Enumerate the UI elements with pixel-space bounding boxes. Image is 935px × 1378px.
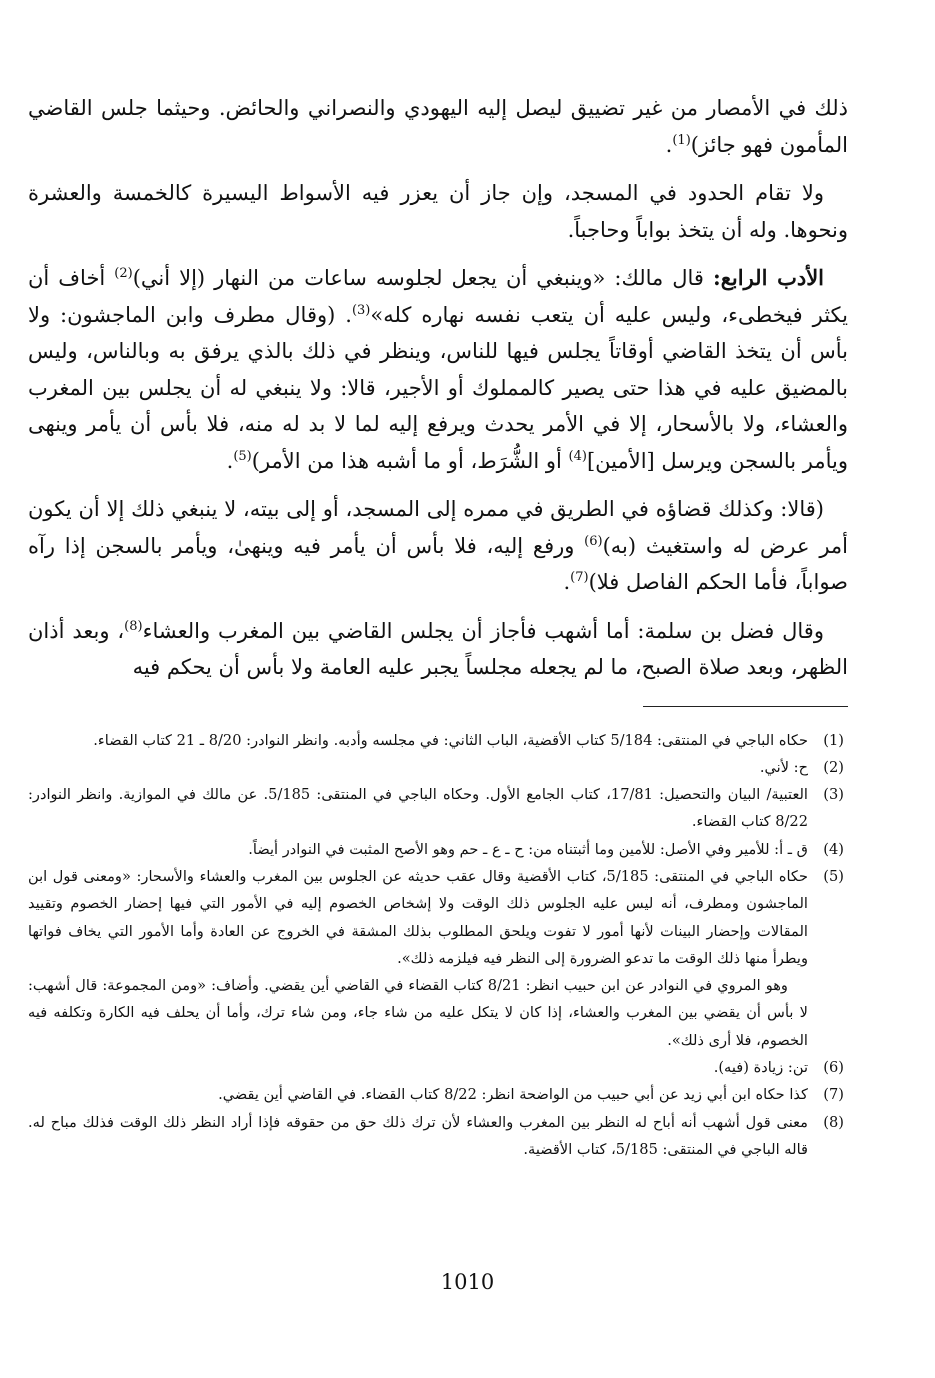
footnote-item [28, 1081, 848, 1108]
footnote-number: (4) [823, 840, 844, 858]
footnote-ref-6: (6) [584, 533, 603, 549]
footnote-ref-5: (5) [233, 448, 252, 464]
paragraph-1: ذلك في الأمصار من غير تضييق ليصل إليه اليهودي والنصراني والحائض. وحيثما جلس القاضي المأمون فهو جائز)$^{(1)}$. [28, 96, 848, 157]
footnote-number: (1) [823, 731, 844, 749]
footnote-number: (7) [823, 1086, 844, 1104]
footnotes [28, 727, 848, 1164]
footnote-number: (3) [823, 786, 844, 804]
footnote-ref-4: (4) [568, 448, 587, 464]
footnote-separator [643, 706, 848, 707]
footnote-item [28, 836, 848, 863]
footnote-text: ح: لأني. [759, 758, 808, 776]
section-heading: الأدب الرابع: [712, 265, 824, 290]
footnote-text: كذا حكاه ابن أبي زيد عن أبي حبيب من الواضحة انظر: 8/22 كتاب القضاء. في القاضي أين يقضي. [218, 1086, 808, 1104]
footnote-item [28, 863, 848, 1054]
footnote-ref-7: (7) [570, 570, 589, 585]
footnote-text: معنى قول أشهب أنه أباح له النظر بين المغرب والعشاء لأن ترك ذلك حق من حقوقه فإذا أراد النظر ذلك الوقت فذلك مباح له. قاله الباجي في المنتقى: 5/185، كتاب الأقضية. [28, 1113, 808, 1158]
footnote-number: (8) [823, 1113, 844, 1131]
footnote-number: (5) [823, 867, 844, 885]
footnote-number: (2) [823, 758, 844, 776]
footnote-text: حكاه الباجي في المنتقى: 5/184 كتاب الأقضية، الباب الثاني: في مجلسه وأدبه. وانظر النوادر: 8/20 ـ 21 كتاب القضاء. [93, 731, 808, 749]
main-text [28, 90, 848, 686]
footnote-ref-1: (1) [672, 132, 691, 148]
footnote-text [28, 863, 808, 1054]
footnote-item [28, 1109, 848, 1164]
footnote-text: تن: زيادة (فيه). [713, 1059, 808, 1077]
footnote-item [28, 781, 848, 836]
footnote-text: ق ـ أ: للأمير وفي الأصل: للأمين وما أثبتناه من: ح ـ ع ـ حم وهو الأصح المثبت في النوادر أيضاً. [248, 840, 808, 858]
footnote-item [28, 1054, 848, 1081]
footnote-ref-3: (3) [351, 302, 371, 318]
paragraph-2: ولا تقام الحدود في المسجد، وإن جاز أن يعزر فيه الأسواط اليسيرة كالخمسة والعشرة ونحوها. وله أن يتخذ بواباً وحاجباً. [28, 181, 848, 242]
footnote-item [28, 727, 848, 754]
paragraph-3: الأدب الرابع: قال مالك: «وينبغي أن يجعل لجلوسه ساعات من النهار (إلا أني)$^{(2)}$ أخاف أن يكثر فيخطىء، وليس عليه أن يتعب نفسه نهاره كله»$^{(3)}$. (وقال مطرف وابن الماجشون: ولا بأس أن يتخذ القاضي أوقاتاً يجلس فيها للناس، وينظر في ذلك بالذي يرفق به وبالناس، وليس بالمضيق عليه في هذا حتى يصير كالمملوك أو الأجير، قالا: ولا ينبغي له أن يجلس بين المغرب والعشاء، ولا بالأسحار، إلا في الأمر يحدث ويرفع إليه لما لا بد له منه، فلا بأس أن يأمر وينهى ويأمر بالسجن ويرسل [الأمين]$^{(4)}$ أو الشُّرَط، أو ما أشبه هذا من الأمر)$^{(5)}$. [28, 265, 848, 473]
footnote-paragraph: وهو المروي في النوادر عن ابن حبيب انظر: 8/21 كتاب القضاء في القاضي أين يقضي. وأضاف: «ومن المجموعة: قال أشهب: لا بأس أن يقضي بين المغرب والعشاء، إذا كان لا يتكل عليه من شاء جاء، ومن شاء ترك، وأما أن يحلف فيه الكارة وتكلفه فيه الخصوم، فلا أرى ذلك». [28, 977, 808, 1049]
footnote-ref-2: (2) [114, 266, 133, 281]
footnote-text: العتبية/ البيان والتحصيل: 17/81، كتاب الجامع الأول. وحكاه الباجي في المنتقى: 5/185. عن مالك في الموازية. وانظر النوادر: 8/22 كتاب القضاء. [28, 786, 808, 831]
footnote-number: (6) [823, 1059, 844, 1077]
footnote-ref-8: (8) [124, 618, 143, 634]
paragraph-5: وقال فضل بن سلمة: أما أشهب فأجاز أن يجلس القاضي بين المغرب والعشاء$^{(8)}$، وبعد أذان الظهر، وبعد صلاة الصبح، ما لم يجعله مجلساً يجبر عليه العامة ولا بأس أن يحكم فيه [28, 618, 848, 679]
footnote-item [28, 754, 848, 781]
footnote-paragraph: حكاه الباجي في المنتقى: 5/185، كتاب الأقضية وقال عقب حديثه عن الجلوس بين المغرب والعشاء والأسحار: «ومعنى قول ابن الماجشون ومطرف، أنه ليس عليه الجلوس ذلك الوقت ولا إشخاص الخصوم إليه في الأمور التي فيها إحضار الخصوم وتقييد المقالات وإحضار البينات لأنها أمور لا تفوت ويلحق المطلوب بذلك المشقة في الخروج عن العادة وأما الأمور التي يخاف فواتها ويطرأ منها ذلك الوقت ما تدعو الضرورة إلى النظر فيه فيلزمه ذلك». [28, 867, 808, 967]
page-number: 1010 [440, 1270, 495, 1294]
paragraph-4: (قالا: وكذلك قضاؤه في الطريق في ممره إلى المسجد، أو إلى بيته، لا ينبغي ذلك إلا أن يكون أمر عرض له واستغيث (به)$^{(6)}$ ورفع إليه، فلا بأس أن يأمر فيه وينهىٰ، ويأمر بالسجن إذا رآه صواباً، فأما الحكم الفاصل فلا)$^{(7)}$. [28, 497, 848, 594]
